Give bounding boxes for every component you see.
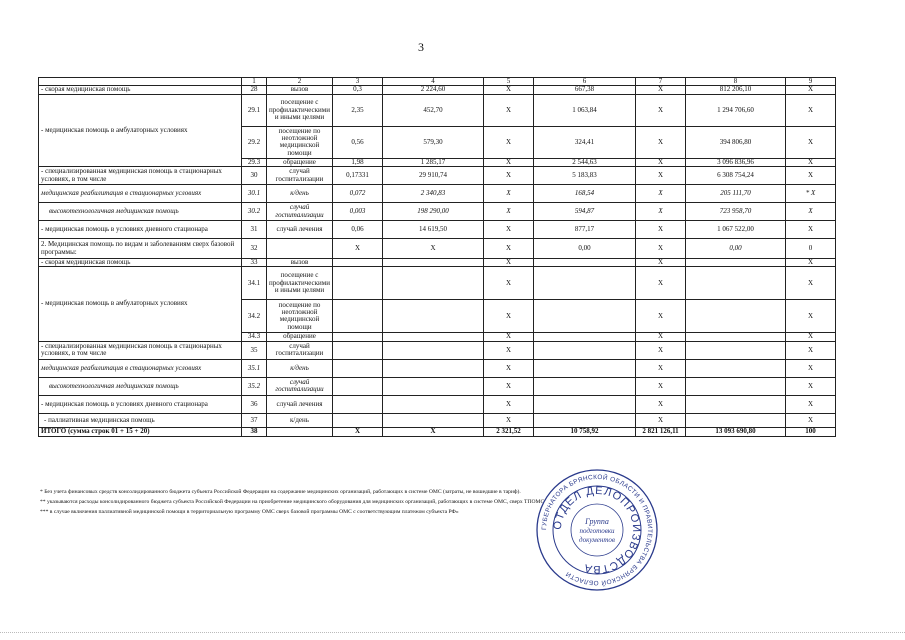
cell-col4: [383, 333, 484, 341]
cell-col4: [383, 259, 484, 267]
row-unit: к/день: [267, 359, 333, 377]
header-cell: 9: [786, 78, 836, 86]
data-table: [38, 77, 836, 437]
cell-col4: [383, 377, 484, 395]
cell-col5: X: [484, 413, 534, 427]
row-code: 31: [242, 221, 267, 239]
stamp-center-line: документов: [579, 536, 615, 544]
cell-col9: X: [786, 86, 836, 94]
cell-col4: 452,70: [383, 94, 484, 126]
cell-col8: 13 093 690,80: [686, 427, 786, 436]
cell-col6: [534, 333, 636, 341]
cell-col5: X: [484, 86, 534, 94]
cell-col7: X: [636, 413, 686, 427]
row-unit: случай госпитализации: [267, 341, 333, 359]
cell-col8: [686, 413, 786, 427]
cell-col7: X: [636, 185, 686, 203]
cell-col7: X: [636, 94, 686, 126]
cell-col5: X: [484, 94, 534, 126]
cell-col7: X: [636, 158, 686, 166]
cell-col9: X: [786, 333, 836, 341]
cell-col7: X: [636, 259, 686, 267]
row-unit: вызов: [267, 259, 333, 267]
cell-col7: X: [636, 86, 686, 94]
table-row: [39, 94, 836, 126]
row-code: 30.2: [242, 203, 267, 221]
cell-col3: 0,3: [333, 86, 383, 94]
cell-col8: 0,00: [686, 239, 786, 259]
cell-col6: [534, 377, 636, 395]
row-code: 34.1: [242, 267, 267, 300]
cell-col8: 205 111,70: [686, 185, 786, 203]
row-unit: посещение с профилактическими и иными целями: [267, 267, 333, 300]
cell-col9: 100: [786, 427, 836, 436]
cell-col5: X: [484, 377, 534, 395]
cell-col6: [534, 341, 636, 359]
row-unit: случай госпитализации: [267, 167, 333, 185]
cell-col4: 1 285,17: [383, 158, 484, 166]
cell-col8: [686, 395, 786, 413]
stamp-outer-text: ГУБЕРНАТОРА БРЯНСКОЙ ОБЛАСТИ И ПРАВИТЕЛЬСТВА БРЯНСКОЙ ОБЛАСТИ: [540, 473, 654, 587]
row-unit: случай госпитализации: [267, 203, 333, 221]
cell-col7: X: [636, 395, 686, 413]
cell-col4: [383, 300, 484, 333]
table-row: [39, 359, 836, 377]
cell-col8: [686, 359, 786, 377]
cell-col8: [686, 341, 786, 359]
cell-col5: 2 321,52: [484, 427, 534, 436]
cell-col7: X: [636, 203, 686, 221]
cell-col7: X: [636, 126, 686, 158]
table-row: [39, 341, 836, 359]
row-name: медицинская реабилитация в стационарных условиях: [39, 359, 242, 377]
cell-col8: 3 096 836,96: [686, 158, 786, 166]
cell-col7: X: [636, 359, 686, 377]
table-row: [39, 267, 836, 300]
cell-col3: [333, 413, 383, 427]
cell-col4: [383, 359, 484, 377]
cell-col4: 2 340,83: [383, 185, 484, 203]
row-code: 37: [242, 413, 267, 427]
cell-col5: X: [484, 158, 534, 166]
header-cell: 5: [484, 78, 534, 86]
cell-col5: X: [484, 126, 534, 158]
cell-col8: 1 067 522,00: [686, 221, 786, 239]
cell-col4: X: [383, 427, 484, 436]
cell-col9: X: [786, 413, 836, 427]
row-name: - медицинская помощь в условиях дневного стационара: [39, 395, 242, 413]
cell-col3: [333, 341, 383, 359]
cell-col4: X: [383, 239, 484, 259]
cell-col7: 2 821 126,11: [636, 427, 686, 436]
table-row: [39, 395, 836, 413]
row-unit: посещение с профилактическими и иными целями: [267, 94, 333, 126]
row-name: - медицинская помощь в условиях дневного стационара: [39, 221, 242, 239]
row-name: - специализированная медицинская помощь в стационарных условиях, в том числе: [39, 341, 242, 359]
cell-col3: [333, 267, 383, 300]
stamp-center-line: подготовки: [579, 527, 615, 535]
row-unit: случай лечения: [267, 395, 333, 413]
cell-col7: X: [636, 221, 686, 239]
row-code: 29.3: [242, 158, 267, 166]
cell-col9: * X: [786, 185, 836, 203]
cell-col4: [383, 341, 484, 359]
cell-col5: X: [484, 267, 534, 300]
cell-col6: [534, 267, 636, 300]
row-unit: к/день: [267, 185, 333, 203]
cell-col6: 0,00: [534, 239, 636, 259]
page-number: 3: [418, 40, 424, 54]
cell-col9: X: [786, 167, 836, 185]
cell-col8: 6 308 754,24: [686, 167, 786, 185]
row-code: 29.1: [242, 94, 267, 126]
cell-col6: [534, 395, 636, 413]
cell-col3: [333, 359, 383, 377]
cell-col7: X: [636, 333, 686, 341]
row-code: 34.2: [242, 300, 267, 333]
row-name: - скорая медицинская помощь: [39, 259, 242, 267]
cell-col7: X: [636, 239, 686, 259]
row-unit: случай госпитализации: [267, 377, 333, 395]
row-code: 30.1: [242, 185, 267, 203]
header-cell: 4: [383, 78, 484, 86]
row-name: ИТОГО (сумма строк 01 + 15 + 20): [39, 427, 242, 436]
cell-col7: X: [636, 341, 686, 359]
cell-col5: X: [484, 239, 534, 259]
cell-col9: X: [786, 158, 836, 166]
cell-col6: 168,54: [534, 185, 636, 203]
row-name: - медицинская помощь в амбулаторных условиях: [39, 267, 242, 341]
cell-col6: [534, 413, 636, 427]
cell-col4: 579,30: [383, 126, 484, 158]
cell-col9: X: [786, 203, 836, 221]
cell-col8: [686, 333, 786, 341]
cell-col6: 667,38: [534, 86, 636, 94]
cell-col8: [686, 267, 786, 300]
cell-col6: [534, 259, 636, 267]
row-code: 29.2: [242, 126, 267, 158]
header-cell-empty: [39, 78, 242, 86]
cell-col3: [333, 333, 383, 341]
cell-col8: 812 206,10: [686, 86, 786, 94]
stamp-graphic: [535, 468, 659, 592]
row-unit: [267, 427, 333, 436]
cell-col4: [383, 413, 484, 427]
cell-col6: [534, 359, 636, 377]
cell-col9: X: [786, 259, 836, 267]
cell-col5: X: [484, 203, 534, 221]
header-cell: 3: [333, 78, 383, 86]
cell-col8: 1 294 706,60: [686, 94, 786, 126]
cell-col8: [686, 377, 786, 395]
cell-col6: 1 063,84: [534, 94, 636, 126]
row-code: 35.2: [242, 377, 267, 395]
cell-col3: 0,06: [333, 221, 383, 239]
cell-col5: X: [484, 341, 534, 359]
row-code: 30: [242, 167, 267, 185]
office-stamp: [535, 468, 659, 592]
cell-col5: X: [484, 395, 534, 413]
cell-col7: X: [636, 267, 686, 300]
cell-col3: [333, 300, 383, 333]
table-row: [39, 239, 836, 259]
footnote: * Без учета финансовых средств консолидированного бюджета субъекта Российской Федерации на содержание медицинских организаций, работающих в системе ОМС (затраты, не вошедшие в тариф).: [40, 489, 521, 495]
cell-col4: [383, 267, 484, 300]
column-number-row: [39, 78, 836, 86]
cell-col4: 14 619,50: [383, 221, 484, 239]
cell-col5: X: [484, 185, 534, 203]
cell-col6: 5 183,83: [534, 167, 636, 185]
cell-col3: 2,35: [333, 94, 383, 126]
cell-col8: [686, 259, 786, 267]
row-name: высокотехнологичная медицинская помощь: [39, 203, 242, 221]
stamp-center-line: Группа: [585, 517, 609, 526]
cell-col3: 0,17331: [333, 167, 383, 185]
cell-col9: 0: [786, 239, 836, 259]
row-unit: [267, 239, 333, 259]
header-cell: 7: [636, 78, 686, 86]
total-row: [39, 427, 836, 436]
row-name: - паллиативная медицинская помощь: [39, 413, 242, 427]
cell-col9: X: [786, 126, 836, 158]
cell-col7: X: [636, 300, 686, 333]
cell-col3: 1,98: [333, 158, 383, 166]
table-row: [39, 259, 836, 267]
cell-col3: [333, 259, 383, 267]
table-row: [39, 221, 836, 239]
cell-col6: 10 758,92: [534, 427, 636, 436]
row-code: 35.1: [242, 359, 267, 377]
cell-col9: X: [786, 377, 836, 395]
footnote: *** в случае включения паллиативной медицинской помощи в территориальную программу ОМС сверх базовой программы ОМС с соответствующим платежом субъекта РФ»: [40, 509, 459, 515]
cell-col9: X: [786, 221, 836, 239]
header-cell: 8: [686, 78, 786, 86]
table-row: [39, 86, 836, 94]
row-code: 38: [242, 427, 267, 436]
row-unit: вызов: [267, 86, 333, 94]
row-code: 33: [242, 259, 267, 267]
cell-col5: X: [484, 359, 534, 377]
row-unit: к/день: [267, 413, 333, 427]
cell-col4: 2 224,60: [383, 86, 484, 94]
row-unit: случай лечения: [267, 221, 333, 239]
row-name: - медицинская помощь в амбулаторных условиях: [39, 94, 242, 166]
cell-col3: X: [333, 239, 383, 259]
row-code: 36: [242, 395, 267, 413]
row-unit: обращение: [267, 333, 333, 341]
table-row: [39, 167, 836, 185]
row-name: 2. Медицинская помощь по видам и заболеваниям сверх базовой программы:: [39, 239, 242, 259]
cell-col3: 0,56: [333, 126, 383, 158]
stamp-ring-text: ОТДЕЛ ДЕЛОПРОИЗВОДСТВА: [551, 484, 643, 576]
cell-col6: 594,87: [534, 203, 636, 221]
table-row: [39, 377, 836, 395]
row-name: - специализированная медицинская помощь в стационарных условиях, в том числе: [39, 167, 242, 185]
row-unit: посещение по неотложной медицинской помощи: [267, 126, 333, 158]
row-unit: посещение по неотложной медицинской помощи: [267, 300, 333, 333]
cell-col3: [333, 395, 383, 413]
cell-col5: X: [484, 221, 534, 239]
row-code: 32: [242, 239, 267, 259]
row-unit: обращение: [267, 158, 333, 166]
cell-col6: 877,17: [534, 221, 636, 239]
table-row: [39, 413, 836, 427]
row-name: медицинская реабилитация в стационарных условиях: [39, 185, 242, 203]
cell-col8: 723 958,70: [686, 203, 786, 221]
table-row: [39, 185, 836, 203]
cell-col9: X: [786, 341, 836, 359]
header-cell: 1: [242, 78, 267, 86]
cell-col8: 394 806,80: [686, 126, 786, 158]
cell-col3: 0,003: [333, 203, 383, 221]
cell-col7: X: [636, 377, 686, 395]
cell-col5: X: [484, 167, 534, 185]
cell-col3: X: [333, 427, 383, 436]
cell-col4: [383, 395, 484, 413]
footnote: ** указываются расходы консолидированного бюджета субъекта Российской Федерации на приобретение медицинского оборудования для медицинских организаций, работающих в системе ОМС, сверх ТПОМС: [40, 499, 545, 505]
page-edge-divider: [0, 632, 905, 633]
cell-col6: 2 544,63: [534, 158, 636, 166]
cell-col5: X: [484, 259, 534, 267]
cell-col9: X: [786, 395, 836, 413]
cell-col4: 29 910,74: [383, 167, 484, 185]
cell-col4: 198 290,00: [383, 203, 484, 221]
cell-col7: X: [636, 167, 686, 185]
header-cell: 6: [534, 78, 636, 86]
cell-col9: X: [786, 300, 836, 333]
cell-col6: [534, 300, 636, 333]
row-name: - скорая медицинская помощь: [39, 86, 242, 94]
cell-col9: X: [786, 94, 836, 126]
header-cell: 2: [267, 78, 333, 86]
cell-col5: X: [484, 333, 534, 341]
table-row: [39, 203, 836, 221]
cell-col9: X: [786, 359, 836, 377]
cell-col9: X: [786, 267, 836, 300]
row-name: высокотехнологичная медицинская помощь: [39, 377, 242, 395]
row-code: 34.3: [242, 333, 267, 341]
row-code: 35: [242, 341, 267, 359]
cell-col5: X: [484, 300, 534, 333]
cell-col3: 0,072: [333, 185, 383, 203]
cell-col8: [686, 300, 786, 333]
row-code: 28: [242, 86, 267, 94]
cell-col6: 324,41: [534, 126, 636, 158]
cell-col3: [333, 377, 383, 395]
